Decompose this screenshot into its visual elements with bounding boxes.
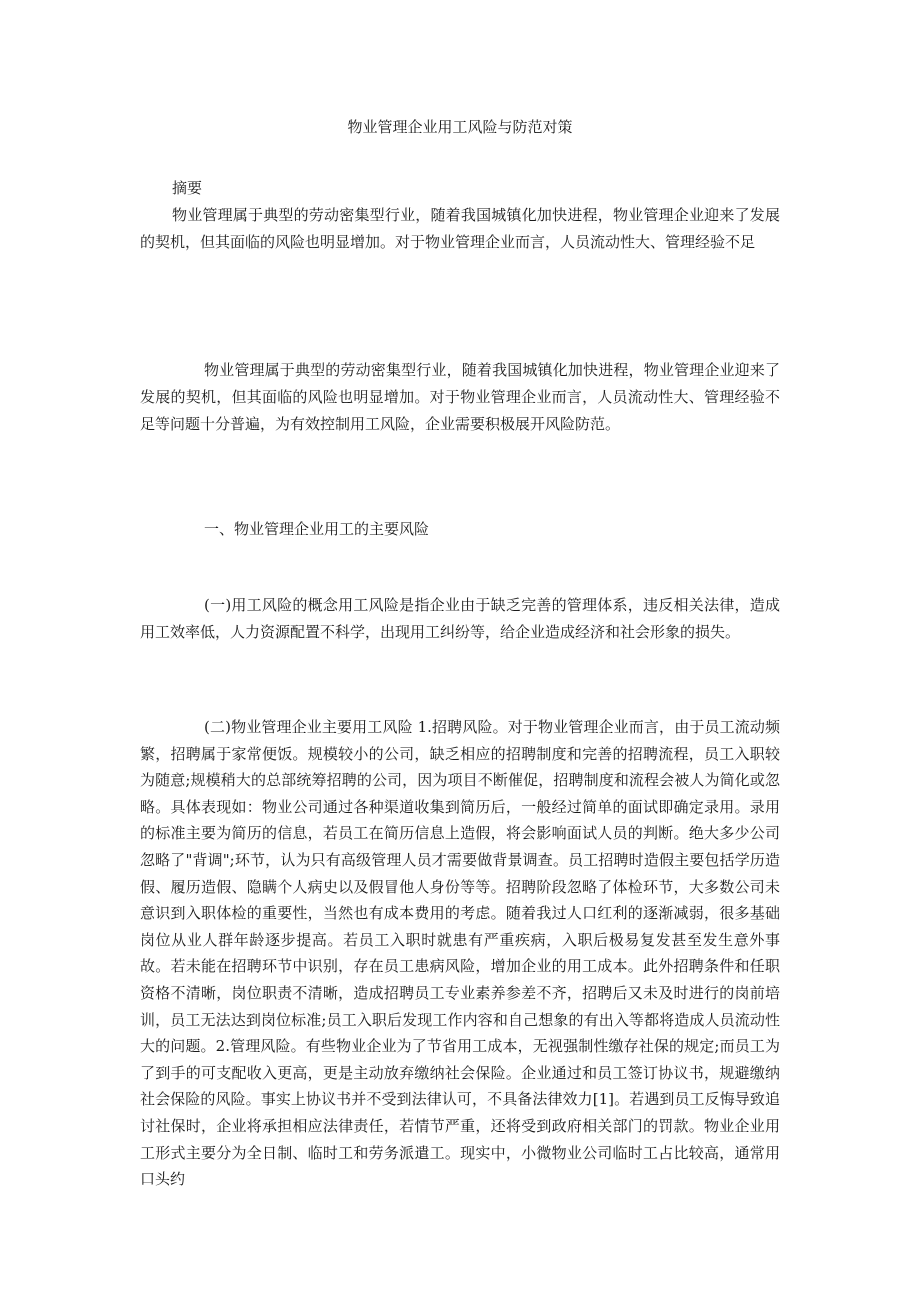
concept-paragraph: (一)用工风险的概念用工风险是指企业由于缺乏完善的管理体系，违反相关法律，造成用工效率低，人力资源配置不科学，出现用工纠纷等，给企业造成经济和社会形象的损失。 [140,596,780,641]
section-heading: 一、物业管理企业用工的主要风险 [204,520,430,538]
abstract-paragraph: 物业管理属于典型的劳动密集型行业，随着我国城镇化加快进程，物业管理企业迎来了发展的契机，但其面临的风险也明显增加。对于物业管理企业而言，人员流动性大、管理经验不足 [140,206,780,251]
risks-paragraph: (二)物业管理企业主要用工风险 1.招聘风险。对于物业管理企业而言，由于员工流动频繁，招聘属于家常便饭。规模较小的公司，缺乏相应的招聘制度和完善的招聘流程，员工入职较为随意;规模稍大的总部统筹招聘的公司，因为项目不断催促，招聘制度和流程会被人为简化或忽略。具体表现如：物业公司通过各种渠道收集到简历后，一般经过简单的面试即确定录用。录用的标准主要为简历的信息，若员工在简历信息上造假，将会影响面试人员的判断。绝大多少公司忽略了"背调";环节，认为只有高级管理人员才需要做背景调查。员工招聘时造假主要包括学历造假、履历造假、隐瞒个人病史以及假冒他人身份等等。招聘阶段忽略了体检环节，大多数公司未意识到入职体检的重要性，当然也有成本费用的考虑。随着我过人口红利的逐渐减弱，很多基础岗位从业人群年龄逐步提高。若员工入职时就患有严重疾病，入职后极易复发甚至发生意外事故。若未能在招聘环节中识别，存在员工患病风险，增加企业的用工成本。此外招聘条件和任职资格不清晰，岗位职责不清晰，造成招聘员工专业素养参差不齐，招聘后又未及时进行的岗前培训，员工无法达到岗位标准;员工入职后发现工作内容和自己想象的有出入等都将造成人员流动性大的问题。2.管理风险。有些物业企业为了节省用工成本，无视强制性缴存社保的规定;而员工为了到手的可支配收入更高，更是主动放弃缴纳社会保险。企业通过和员工签订协议书，规避缴纳社会保险的风险。事实上协议书并不受到法律认可，不具备法律效力[1]。若遇到员工反悔导致追讨社保时，企业将承担相应法律责任，若情节严重，还将受到政府相关部门的罚款。物业企业用工形式主要分为全日制、临时工和劳务派遣工。现实中，小微物业公司临时工占比较高，通常用口头约 [140,718,780,1189]
abstract-label: 摘要 [172,179,203,197]
document-title: 物业管理企业用工风险与防范对策 [347,118,573,136]
intro-paragraph: 物业管理属于典型的劳动密集型行业，随着我国城镇化加快进程，物业管理企业迎来了发展的契机，但其面临的风险也明显增加。对于物业管理企业而言，人员流动性大、管理经验不足等问题十分普遍，为有效控制用工风险，企业需要积极展开风险防范。 [140,361,780,433]
